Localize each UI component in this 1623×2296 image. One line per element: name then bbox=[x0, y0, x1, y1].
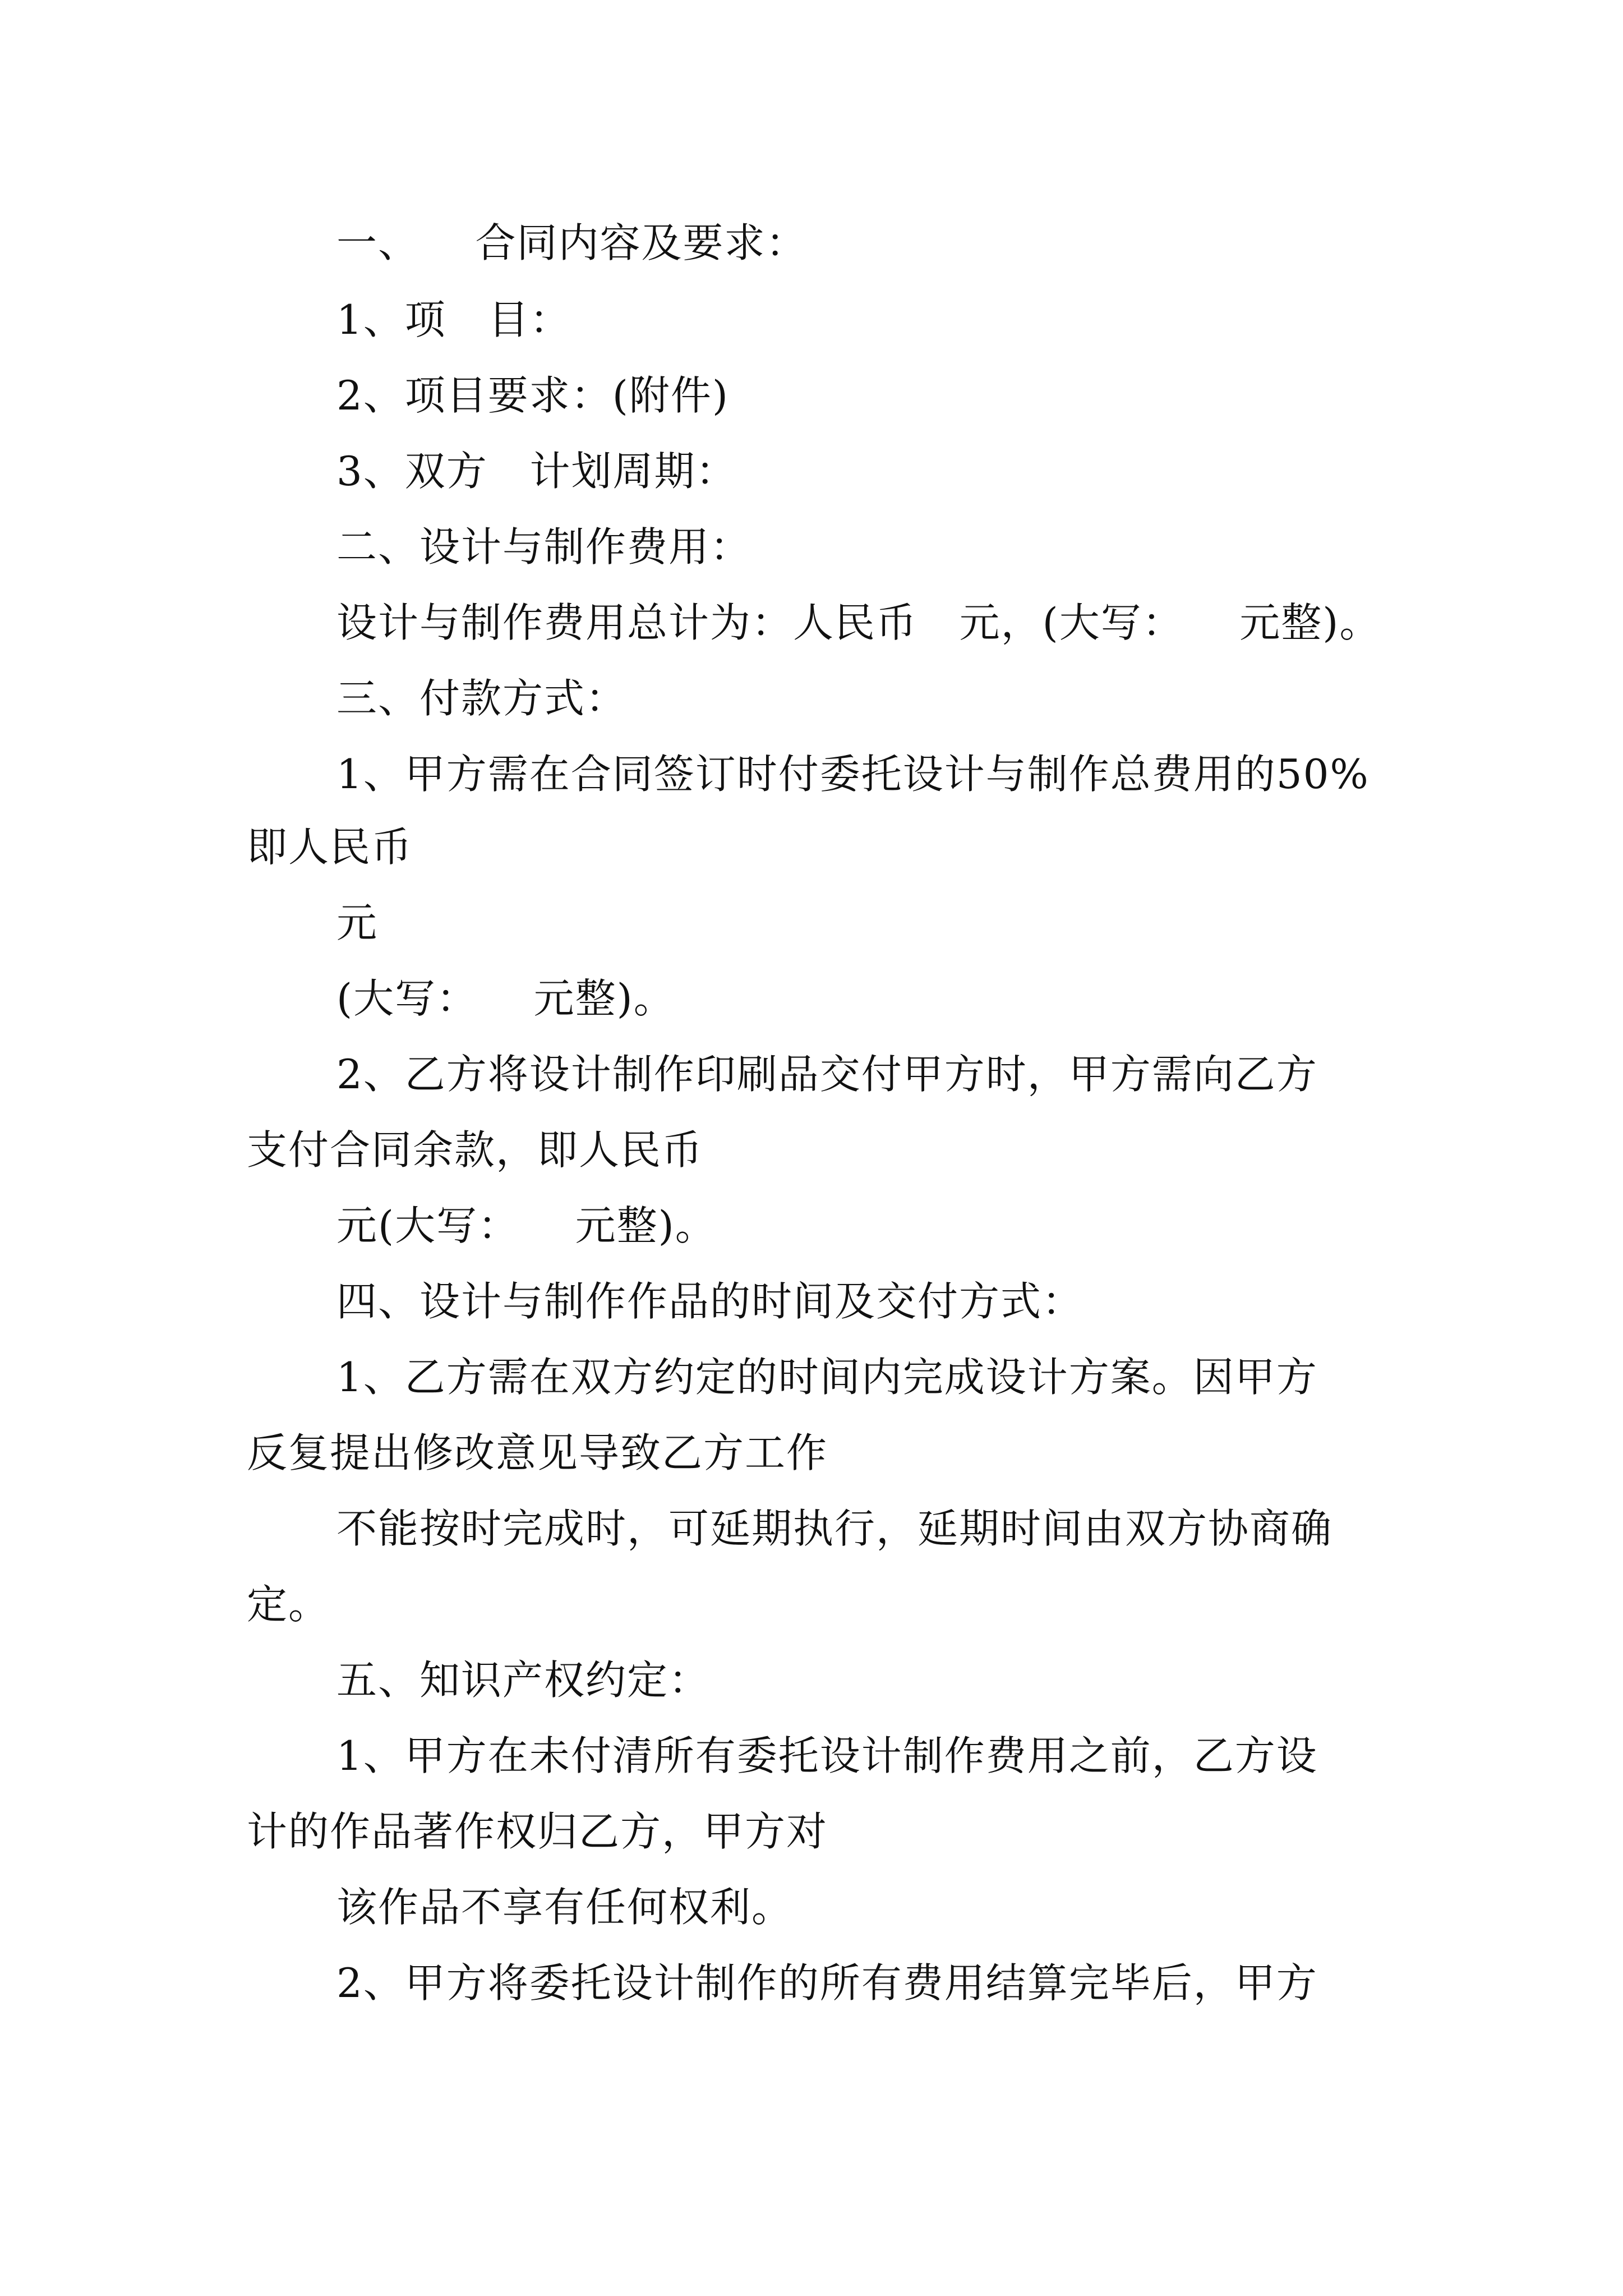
section-heading-4: 四、设计与制作作品的时间及交付方式： bbox=[336, 1278, 1084, 1325]
paragraph-line: 1、项 目： bbox=[336, 296, 571, 343]
section-heading-1: 一、 合同内容及要求： bbox=[336, 219, 808, 266]
paragraph-line: 不能按时完成时，可延期执行，延期时间由双方协商确 bbox=[336, 1505, 1333, 1552]
paragraph-line: 1、甲方需在合同签订时付委托设计与制作总费用的50% bbox=[336, 751, 1370, 798]
paragraph-line: 即人民币 bbox=[247, 823, 413, 871]
paragraph-line: 设计与制作费用总计为：人民币 元，(大写： 元整)。 bbox=[336, 599, 1381, 646]
paragraph-line: 2、项目要求：(附件) bbox=[336, 372, 729, 419]
paragraph-line: 该作品不享有任何权利。 bbox=[336, 1884, 794, 1931]
paragraph-line: 定。 bbox=[247, 1581, 330, 1628]
section-heading-2: 二、设计与制作费用： bbox=[336, 523, 752, 570]
paragraph-line: 支付合同余款，即人民币 bbox=[247, 1126, 704, 1174]
paragraph-line: 2、乙方将设计制作印刷品交付甲方时，甲方需向乙方 bbox=[336, 1051, 1318, 1098]
paragraph-line: (大写： 元整)。 bbox=[336, 975, 675, 1022]
paragraph-line: 1、乙方需在双方约定的时间内完成设计方案。因甲方 bbox=[336, 1354, 1318, 1401]
paragraph-line: 元 bbox=[336, 899, 379, 946]
paragraph-line: 1、甲方在未付清所有委托设计制作费用之前，乙方设 bbox=[336, 1732, 1318, 1779]
section-heading-5: 五、知识产权约定： bbox=[336, 1657, 711, 1704]
paragraph-line: 反复提出修改意见导致乙方工作 bbox=[247, 1429, 828, 1476]
paragraph-line: 2、甲方将委托设计制作的所有费用结算完毕后，甲方 bbox=[336, 1959, 1318, 2007]
section-heading-3: 三、付款方式： bbox=[336, 675, 628, 722]
paragraph-line: 计的作品著作权归乙方，甲方对 bbox=[247, 1808, 828, 1855]
paragraph-line: 3、双方 计划周期： bbox=[336, 448, 737, 495]
paragraph-line: 元(大写： 元整)。 bbox=[336, 1202, 717, 1249]
